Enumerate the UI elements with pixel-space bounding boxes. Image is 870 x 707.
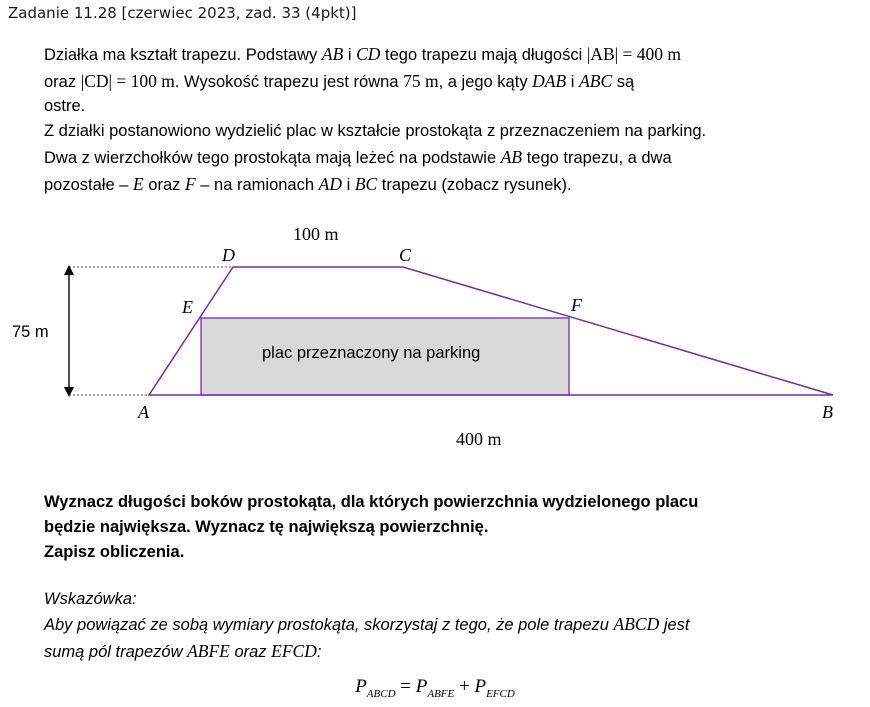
parking-label: plac przeznaczony na parking xyxy=(262,344,481,362)
formula-sub: EFCD xyxy=(486,687,515,700)
height-label: 75 m xyxy=(12,323,49,341)
intro-text: Z działki postanowiono wydzielić plac w kształcie prostokąta z przeznaczeniem na parking. xyxy=(44,122,707,140)
intro-text: trapezu (zobacz rysunek). xyxy=(381,176,572,194)
intro-line-5 xyxy=(44,145,844,171)
height-value: 75 m xyxy=(403,71,439,91)
intro-text: oraz xyxy=(44,73,77,91)
formula-P: P xyxy=(355,676,367,697)
intro-line-3 xyxy=(44,94,844,119)
hint-line-2 xyxy=(44,639,844,665)
hint-text: oraz xyxy=(234,643,267,661)
point-F: F xyxy=(185,174,196,194)
problem-header: Zadanie 11.28 [czerwiec 2023, zad. 33 (4pkt)] xyxy=(8,4,357,22)
intro-text: Dwa z wierzchołków tego prostokąta mają leżeć na podstawie xyxy=(44,149,497,167)
intro-text: – na ramionach xyxy=(200,176,315,194)
point-E: E xyxy=(133,174,144,194)
task-line-3: Zapisz obliczenia. xyxy=(44,543,185,561)
intro-text: , a jego kąty xyxy=(438,73,528,91)
segment-AB: AB xyxy=(321,44,344,64)
hint-text: jest xyxy=(663,616,690,634)
formula-P: P xyxy=(415,676,428,697)
vertex-E-label: E xyxy=(182,297,193,317)
formula-sub: ABFE xyxy=(427,687,455,700)
formula-eq: = xyxy=(395,676,416,697)
hint-text: Aby powiązać ze sobą wymiary prostokąta, skorzystaj z tego, że pole trapezu xyxy=(44,616,609,634)
segment-AB: AB xyxy=(500,147,523,167)
bottom-length-label: 400 m xyxy=(456,429,502,449)
intro-text: ostre. xyxy=(44,97,86,115)
segment-BC: BC xyxy=(354,174,378,194)
segment-CD: CD xyxy=(356,44,381,64)
intro-text: . Wysokość trapezu jest równa xyxy=(174,73,399,91)
intro-text: są xyxy=(616,73,635,91)
intro-text: Działka ma kształt trapezu. Podstawy xyxy=(44,46,318,64)
intro-line-6 xyxy=(44,172,844,198)
vertex-B-label: B xyxy=(822,402,833,422)
hint-text: sumą pól trapezów xyxy=(44,643,183,661)
formula-plus: + xyxy=(454,676,475,697)
area-formula xyxy=(0,676,870,700)
intro-line-4 xyxy=(44,119,844,144)
vertex-D-label: D xyxy=(222,245,235,265)
height-arrow-head-up xyxy=(64,265,74,275)
intro-text: i xyxy=(347,46,352,64)
trapezoid-ABCD-name: ABCD xyxy=(613,614,660,634)
task-line-1: Wyznacz długości boków prostokąta, dla których powierzchnia wydzielonego placu xyxy=(44,493,699,511)
angle-ABC: ABC xyxy=(579,71,613,91)
segment-AD: AD xyxy=(318,174,342,194)
formula-sub: ABCD xyxy=(366,687,396,700)
hint-title: Wskazówka: xyxy=(44,590,137,608)
trapezoid-ABFE-name: ABFE xyxy=(187,641,230,661)
length-CD: |CD| = 100 m xyxy=(80,71,175,91)
vertex-A-label: A xyxy=(138,402,149,422)
length-AB: |AB| = 400 m xyxy=(586,44,682,64)
trapezoid-figure xyxy=(0,210,870,460)
hint-line-1 xyxy=(44,612,844,638)
vertex-F-label: F xyxy=(571,295,582,315)
hint-text: : xyxy=(316,643,322,661)
intro-text: i xyxy=(346,176,351,194)
intro-text: tego trapezu mają długości xyxy=(385,46,583,64)
formula-P: P xyxy=(474,676,487,697)
intro-text: pozostałe – xyxy=(44,176,129,194)
task-line-2: będzie największa. Wyznacz tę największą powierzchnię. xyxy=(44,518,489,536)
height-arrow-head-down xyxy=(64,387,74,397)
intro-text: i xyxy=(570,73,575,91)
intro-line-2 xyxy=(44,69,844,95)
top-length-label: 100 m xyxy=(293,224,339,244)
vertex-C-label: C xyxy=(399,245,412,265)
intro-text: oraz xyxy=(148,176,181,194)
intro-line-1 xyxy=(44,42,844,68)
trapezoid-EFCD-name: EFCD xyxy=(271,641,317,661)
angle-DAB: DAB xyxy=(532,71,567,91)
intro-text: tego trapezu, a dwa xyxy=(526,149,672,167)
